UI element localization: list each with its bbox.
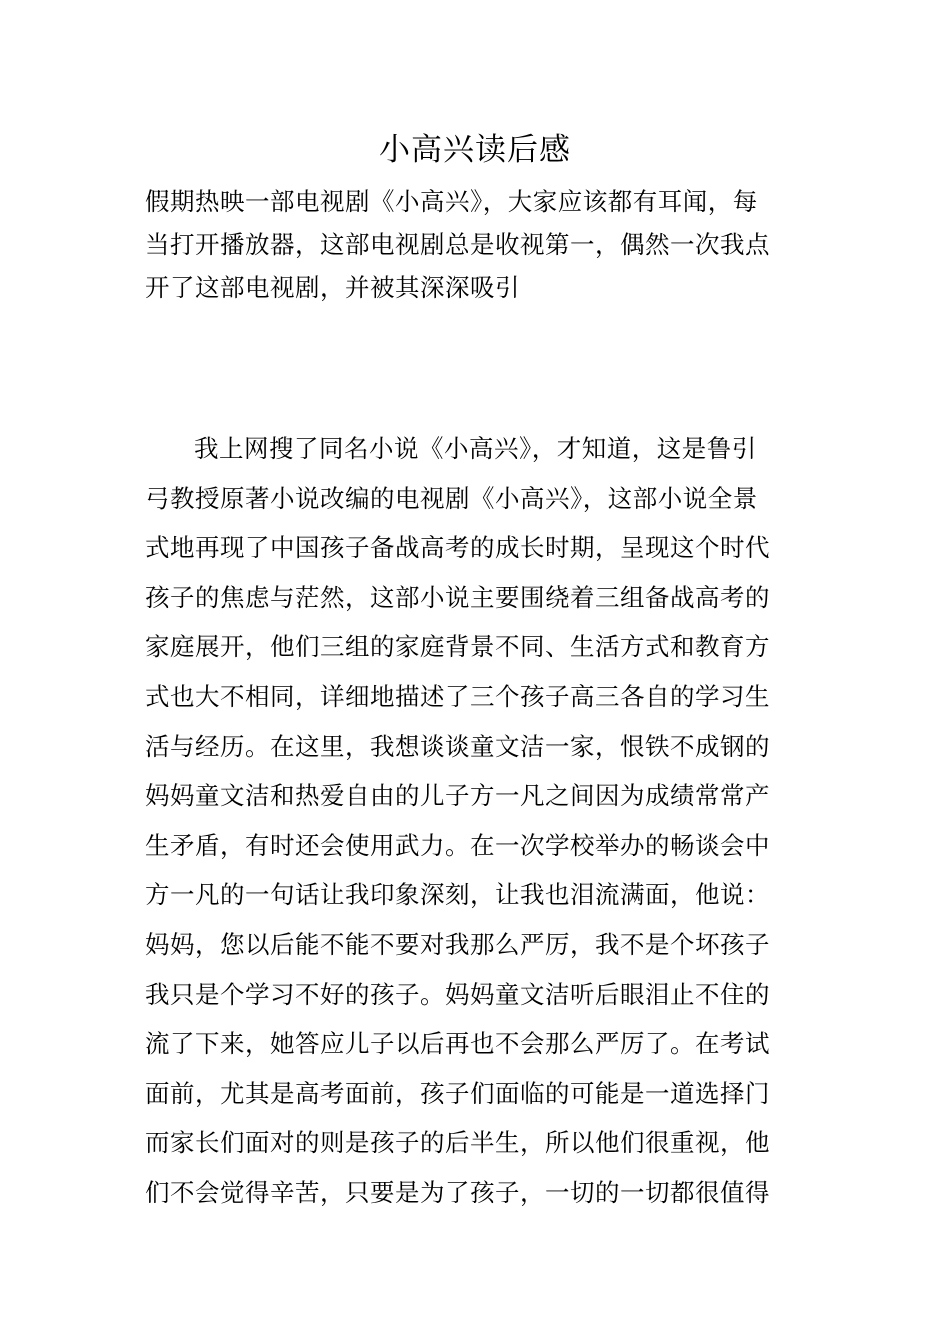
text-line: 妈妈童文洁和热爱自由的儿子方一凡之间因为成绩常常产 <box>145 781 770 811</box>
text-line: 式地再现了中国孩子备战高考的成长时期，呈现这个时代 <box>145 533 770 563</box>
text-line: 方一凡的一句话让我印象深刻，让我也泪流满面，他说： <box>145 880 770 910</box>
document-title: 小高兴读后感 <box>379 132 571 168</box>
paragraph-intro <box>145 180 810 309</box>
text-line: 妈妈，您以后能不能不要对我那么严厉，我不是个坏孩子 <box>145 929 770 959</box>
text-line: 我上网搜了同名小说《小高兴》，才知道，这是鲁引 <box>194 434 757 463</box>
text-line: 式也大不相同，详细地描述了三个孩子高三各自的学习生 <box>145 681 770 711</box>
text-line: 生矛盾，有时还会使用武力。在一次学校举办的畅谈会中 <box>145 830 770 860</box>
text-line: 流了下来，她答应儿子以后再也不会那么严厉了。在考试 <box>145 1029 770 1059</box>
text-line: 开了这部电视剧，并被其深深吸引 <box>145 273 520 302</box>
text-line: 活与经历。在这里，我想谈谈童文洁一家，恨铁不成钢的 <box>145 731 770 761</box>
text-line: 家庭展开，他们三组的家庭背景不同、生活方式和教育方 <box>145 632 770 662</box>
text-line: 假期热映一部电视剧《小高兴》，大家应该都有耳闻，每 <box>145 187 758 216</box>
paragraph-body <box>145 424 810 1218</box>
text-line: 我只是个学习不好的孩子。妈妈童文洁听后眼泪止不住的 <box>145 979 770 1009</box>
text-line: 面前，尤其是高考面前，孩子们面临的可能是一道选择门 <box>145 1078 770 1108</box>
text-line: 弓教授原著小说改编的电视剧《小高兴》，这部小说全景 <box>145 483 758 513</box>
text-line: 当打开播放器，这部电视剧总是收视第一，偶然一次我点 <box>145 230 770 259</box>
text-line: 而家长们面对的则是孩子的后半生，所以他们很重视，他 <box>145 1128 770 1158</box>
text-line: 孩子的焦虑与茫然，这部小说主要围绕着三组备战高考的 <box>145 582 770 612</box>
text-line: 们不会觉得辛苦，只要是为了孩子，一切的一切都很值得 <box>145 1177 770 1207</box>
